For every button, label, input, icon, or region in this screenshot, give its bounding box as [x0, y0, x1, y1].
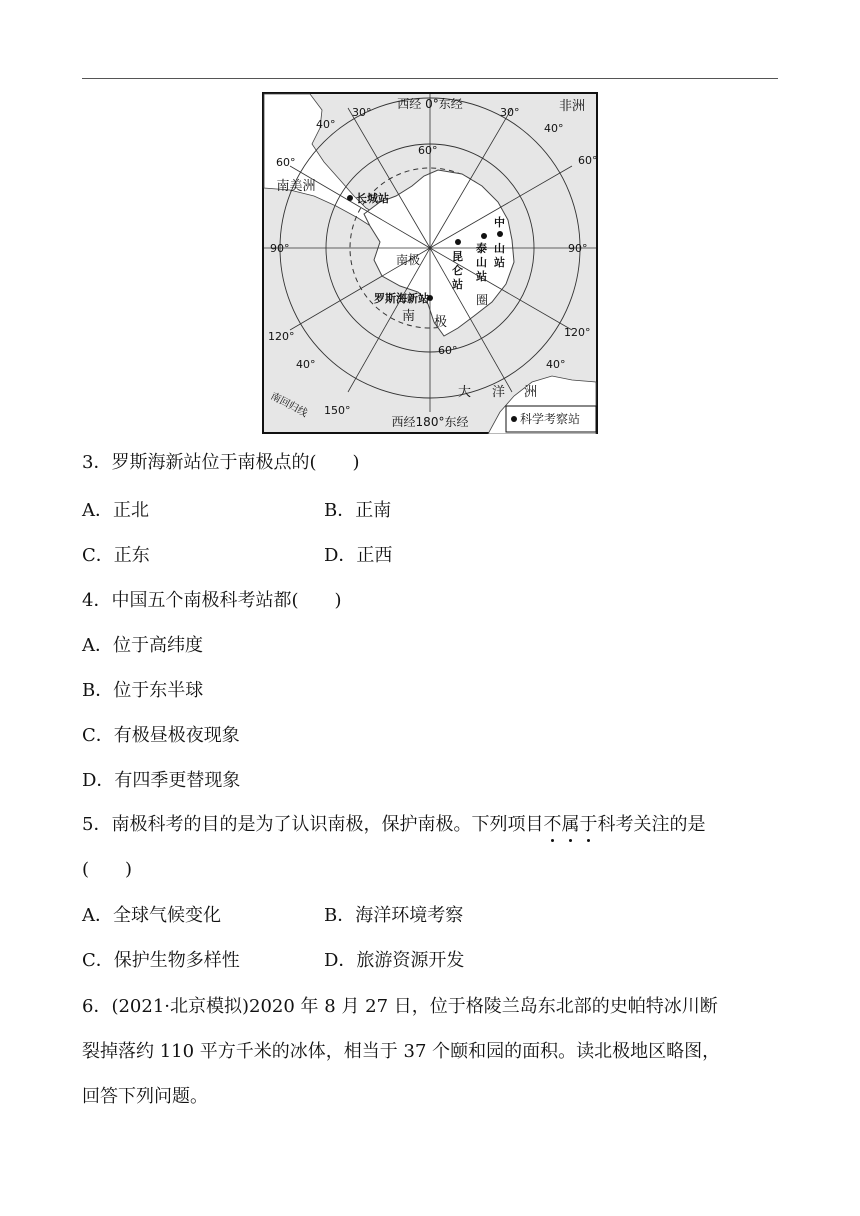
map-deg-150-left: 150° — [324, 404, 351, 417]
header-rule — [82, 78, 778, 79]
map-oceania-a: 大 — [458, 385, 472, 400]
map-bottom-label: 西经180°东经 — [391, 415, 469, 429]
map-deg-60-top: 60° — [418, 144, 438, 157]
station-zhongshan-label: 中 — [494, 216, 505, 229]
station-luosihai-label: 罗斯海新站 — [374, 292, 429, 305]
map-deg-120-right: 120° — [564, 326, 591, 339]
question-5-emph-1: 不 — [543, 814, 562, 835]
map-deg-60-bottom: 60° — [438, 344, 458, 357]
map-deg-90-left: 90° — [270, 242, 290, 255]
map-circle-label-c: 圈 — [476, 293, 489, 307]
question-5-stem — [82, 813, 705, 837]
map-deg-60-right: 60° — [578, 154, 598, 167]
question-5-option-b[interactable]: B．海洋环境考察 — [324, 905, 464, 926]
map-deg-30-right: 30° — [500, 106, 520, 119]
question-3-option-d[interactable]: D．正西 — [324, 545, 393, 566]
map-deg-40-left: 40° — [316, 118, 336, 131]
map-circle-label-a: 南 — [402, 309, 416, 324]
map-deg-30-left: 30° — [352, 106, 372, 119]
map-deg-120-left: 120° — [268, 330, 295, 343]
antarctica-map — [262, 92, 598, 434]
question-6-line2: 裂掉落约 110 平方千米的冰体，相当于 37 个颐和园的面积。读北极地区略图， — [82, 1041, 721, 1062]
question-3-option-a[interactable]: A．正北 — [82, 500, 149, 521]
map-tropic-label: 南回归线 — [268, 390, 310, 420]
map-deg-40-right-low: 40° — [546, 358, 566, 371]
question-5-stem-post: 科考关注的是 — [597, 814, 706, 835]
station-kunlun-label: 昆仑站 — [452, 250, 463, 291]
map-south-pole-label: 南极 — [395, 253, 421, 267]
question-5-option-d[interactable]: D．旅游资源开发 — [324, 950, 465, 971]
question-4-option-d[interactable]: D．有四季更替现象 — [82, 770, 241, 791]
map-legend-dot — [511, 416, 517, 422]
question-5-stem-line2: ( ) — [82, 859, 133, 880]
map-deg-40-right: 40° — [544, 122, 564, 135]
question-5-emph-3: 于 — [579, 814, 598, 835]
question-4-stem: 4．中国五个南极科考站都( ) — [82, 590, 342, 611]
map-deg-40-left-low: 40° — [296, 358, 316, 371]
question-6-line3: 回答下列问题。 — [82, 1086, 208, 1107]
question-6-line1: 6．(2021·北京模拟)2020 年 8 月 27 日，位于格陵兰岛东北部的史帕特冰川断 — [82, 996, 718, 1017]
question-3-option-c[interactable]: C．正东 — [82, 545, 150, 566]
question-4-option-c[interactable]: C．有极昼极夜现象 — [82, 725, 240, 746]
map-legend-label: 科学考察站 — [520, 412, 581, 426]
station-taishan-label: 泰山站 — [476, 242, 487, 283]
question-5-emph-2: 属 — [561, 814, 580, 835]
station-changcheng-dot — [347, 195, 353, 201]
question-5-stem-pre: 5．南极科考的目的是为了认识南极，保护南极。下列项目 — [82, 814, 544, 835]
map-south-america-label: 南美洲 — [276, 179, 316, 194]
question-3-stem: 3．罗斯海新站位于南极点的( ) — [82, 452, 360, 473]
map-africa-label: 非洲 — [558, 99, 586, 114]
station-zhongshan-dot — [497, 231, 503, 237]
map-oceania-c: 洲 — [524, 385, 538, 400]
map-oceania-b: 洋 — [492, 385, 506, 400]
station-changcheng-label: 长城站 — [356, 192, 389, 205]
question-3-option-b[interactable]: B．正南 — [324, 500, 392, 521]
station-taishan-dot — [481, 233, 487, 239]
question-4-option-a[interactable]: A．位于高纬度 — [82, 635, 203, 656]
question-4-option-b[interactable]: B．位于东半球 — [82, 680, 204, 701]
question-5-option-a[interactable]: A．全球气候变化 — [82, 905, 221, 926]
map-deg-90-right: 90° — [568, 242, 588, 255]
station-kunlun-dot — [455, 239, 461, 245]
station-zhongshan-label-rest: 山站 — [494, 242, 505, 269]
map-deg-60-left: 60° — [276, 156, 296, 169]
map-top-label: 西经 0°东经 — [397, 97, 463, 111]
question-5-option-c[interactable]: C．保护生物多样性 — [82, 950, 240, 971]
map-circle-label-b: 极 — [434, 315, 448, 330]
